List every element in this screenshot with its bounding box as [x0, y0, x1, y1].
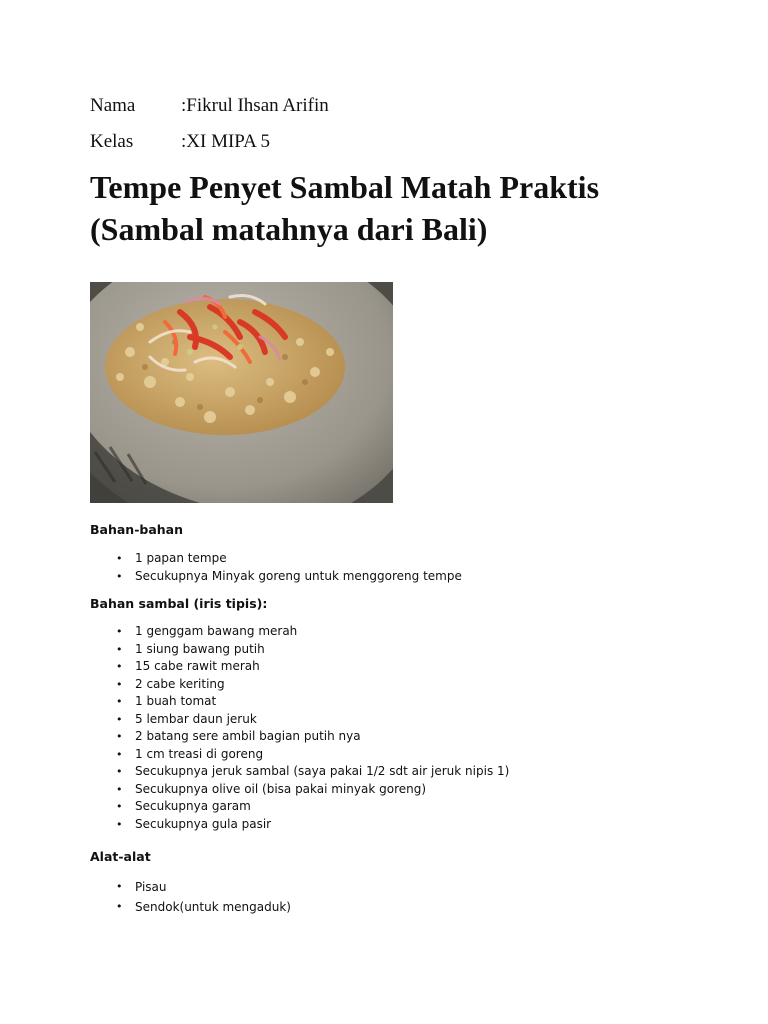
list-item	[90, 746, 509, 764]
list-item-text: 1 cm treasi di goreng	[135, 746, 264, 761]
bullet-icon: •	[116, 730, 123, 743]
nama-row	[90, 95, 329, 117]
list-item	[90, 763, 509, 781]
bullet-icon: •	[116, 782, 123, 796]
recipe-photo	[90, 282, 393, 503]
list-item	[90, 816, 509, 834]
list-item-text: 1 genggam bawang merah	[135, 624, 298, 638]
kelas-label: Kelas	[90, 131, 134, 152]
list-item-text: Secukupnya gula pasir	[135, 816, 272, 831]
list-item-text: 5 lembar daun jeruk	[135, 711, 257, 726]
list-item	[90, 641, 509, 659]
bullet-icon: •	[116, 765, 123, 778]
list-item-text: 2 cabe keriting	[135, 676, 225, 691]
list-alat	[90, 877, 291, 917]
list-item	[90, 897, 291, 917]
recipe-title-line2: (Sambal matahnya dari Bali)	[90, 211, 488, 247]
list-item	[90, 781, 509, 799]
section-heading-alat: Alat-alat	[90, 849, 151, 864]
section-heading-bahan: Bahan-bahan	[90, 522, 183, 537]
bullet-icon: •	[116, 552, 123, 565]
list-bahan	[90, 550, 462, 585]
list-item-text: Secukupnya Minyak goreng untuk menggoreng tempe	[135, 568, 462, 583]
list-item-text: 1 papan tempe	[135, 551, 227, 565]
bullet-icon: •	[116, 900, 123, 913]
kelas-row	[90, 131, 270, 153]
bullet-icon: •	[116, 569, 123, 583]
list-item	[90, 877, 291, 897]
list-item	[90, 676, 509, 694]
list-item	[90, 728, 509, 746]
bullet-icon: •	[116, 817, 123, 831]
list-item-text: Secukupnya olive oil (bisa pakai minyak goreng)	[135, 781, 427, 796]
bullet-icon: •	[116, 642, 123, 656]
list-item	[90, 568, 462, 586]
list-item-text: Secukupnya jeruk sambal (saya pakai 1/2 sdt air jeruk nipis 1)	[135, 764, 510, 778]
list-item	[90, 798, 509, 816]
recipe-photo-illustration	[90, 282, 393, 503]
bullet-icon: •	[116, 677, 123, 691]
recipe-title	[90, 166, 710, 250]
list-sambal	[90, 623, 509, 833]
bullet-icon: •	[116, 880, 123, 893]
bullet-icon: •	[116, 625, 123, 638]
nama-value: :Fikrul Ihsan Arifin	[181, 95, 329, 116]
bullet-icon: •	[116, 800, 123, 813]
bullet-icon: •	[116, 712, 123, 726]
list-item-text: 15 cabe rawit merah	[135, 659, 260, 673]
list-item-text: 1 buah tomat	[135, 694, 217, 708]
list-item-text: Pisau	[135, 880, 167, 894]
section-heading-sambal: Bahan sambal (iris tipis):	[90, 596, 268, 611]
list-item	[90, 658, 509, 676]
bullet-icon: •	[116, 695, 123, 708]
list-item	[90, 623, 509, 641]
list-item	[90, 550, 462, 568]
bullet-icon: •	[116, 747, 123, 761]
list-item-text: Secukupnya garam	[135, 799, 251, 813]
list-item	[90, 711, 509, 729]
list-item-text: 2 batang sere ambil bagian putih nya	[135, 729, 361, 743]
list-item-text: Sendok(untuk mengaduk)	[135, 900, 291, 914]
list-item-text: 1 siung bawang putih	[135, 641, 265, 656]
recipe-title-line1: Tempe Penyet Sambal Matah Praktis	[90, 169, 600, 205]
list-item	[90, 693, 509, 711]
nama-label: Nama	[90, 95, 136, 116]
kelas-value: :XI MIPA 5	[181, 131, 271, 152]
bullet-icon: •	[116, 660, 123, 673]
